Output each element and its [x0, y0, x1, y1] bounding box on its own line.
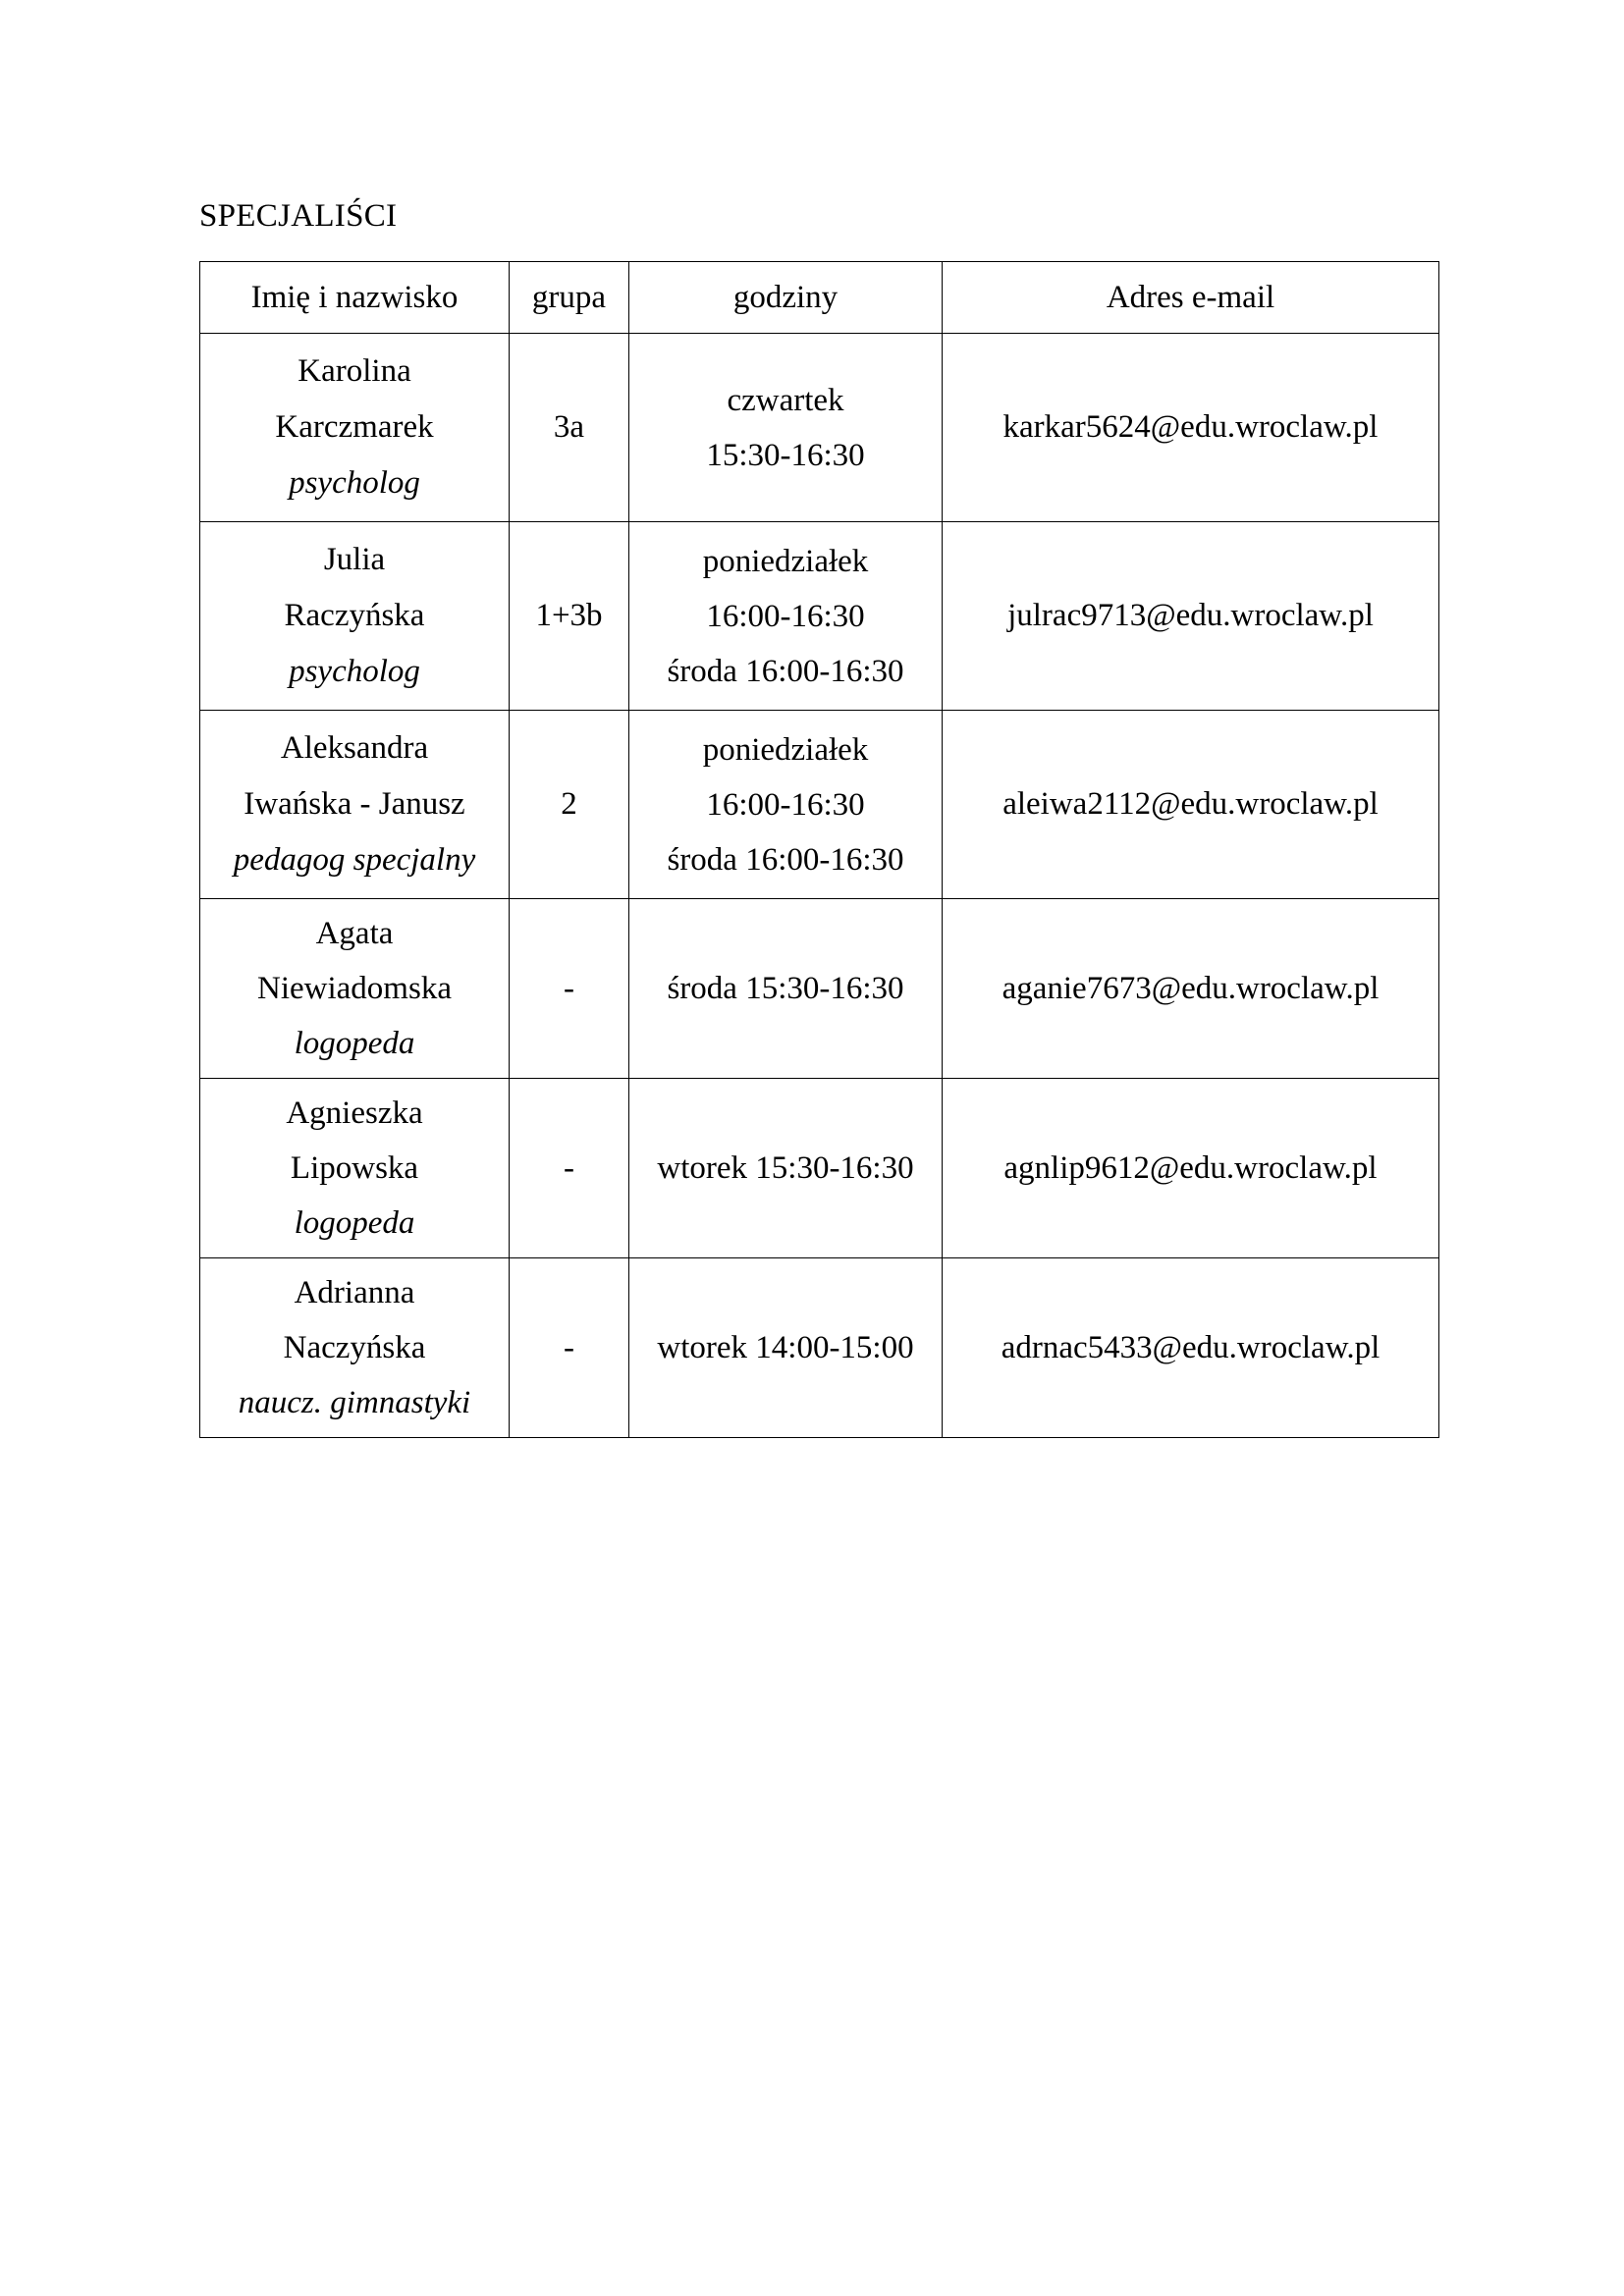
page-title: SPECJALIŚCI — [199, 198, 398, 234]
cell-email: julrac9713@edu.wroclaw.pl — [943, 522, 1439, 711]
hours-line: środa 16:00-16:30 — [667, 841, 904, 878]
cell-group: - — [510, 899, 629, 1079]
cell-email: adrnac5433@edu.wroclaw.pl — [943, 1258, 1439, 1438]
hours-line: poniedziałek — [702, 731, 869, 768]
table-row — [200, 334, 1439, 522]
hours-line: środa 16:00-16:30 — [667, 653, 904, 689]
cell-group: 1+3b — [510, 522, 629, 711]
specialist-role: logopeda — [294, 1205, 415, 1241]
cell-email: agnlip9612@edu.wroclaw.pl — [943, 1079, 1439, 1258]
cell-email: aganie7673@edu.wroclaw.pl — [943, 899, 1439, 1079]
cell-name — [200, 334, 510, 522]
hours-line: 15:30-16:30 — [706, 437, 865, 473]
specialist-role: pedagog specjalny — [233, 842, 476, 878]
name-last: Lipowska — [290, 1150, 419, 1186]
cell-hours — [629, 899, 943, 1079]
cell-name — [200, 899, 510, 1079]
specialist-role: logopeda — [294, 1026, 415, 1061]
cell-hours — [629, 522, 943, 711]
specialist-role: psycholog — [289, 465, 420, 501]
specialists-table — [199, 261, 1439, 1438]
table-header-row — [200, 262, 1439, 334]
header-name: Imię i nazwisko — [200, 262, 510, 334]
name-last: Niewiadomska — [257, 971, 452, 1006]
cell-name — [200, 711, 510, 899]
cell-group: 3a — [510, 334, 629, 522]
table-row — [200, 522, 1439, 711]
cell-email: karkar5624@edu.wroclaw.pl — [943, 334, 1439, 522]
table-row — [200, 1079, 1439, 1258]
name-first: Julia — [323, 542, 386, 577]
hours-line: 16:00-16:30 — [706, 598, 865, 634]
cell-name — [200, 1258, 510, 1438]
hours-line: wtorek 15:30-16:30 — [657, 1150, 914, 1186]
specialist-role: naucz. gimnastyki — [238, 1385, 471, 1420]
table-row — [200, 711, 1439, 899]
name-first: Karolina — [298, 353, 411, 389]
table-row — [200, 1258, 1439, 1438]
hours-line: 16:00-16:30 — [706, 786, 865, 823]
hours-line: czwartek — [727, 382, 844, 418]
header-group: grupa — [510, 262, 629, 334]
hours-line: środa 15:30-16:30 — [667, 971, 904, 1006]
specialist-role: psycholog — [289, 654, 420, 689]
cell-group: - — [510, 1079, 629, 1258]
cell-name — [200, 522, 510, 711]
name-last: Karczmarek — [275, 409, 434, 445]
name-first: Agata — [315, 916, 394, 951]
cell-email: aleiwa2112@edu.wroclaw.pl — [943, 711, 1439, 899]
cell-hours — [629, 711, 943, 899]
header-email: Adres e-mail — [943, 262, 1439, 334]
cell-group: 2 — [510, 711, 629, 899]
cell-hours — [629, 334, 943, 522]
name-last: Naczyńska — [283, 1330, 426, 1365]
name-first: Aleksandra — [280, 730, 429, 766]
cell-name — [200, 1079, 510, 1258]
hours-line: poniedziałek — [702, 543, 869, 579]
cell-hours — [629, 1079, 943, 1258]
cell-group: - — [510, 1258, 629, 1438]
hours-line: wtorek 14:00-15:00 — [657, 1330, 914, 1365]
header-hours: godziny — [629, 262, 943, 334]
table-row — [200, 899, 1439, 1079]
name-first: Adrianna — [294, 1275, 415, 1310]
name-last: Iwańska - Janusz — [244, 786, 465, 822]
name-last: Raczyńska — [284, 598, 425, 633]
cell-hours — [629, 1258, 943, 1438]
name-first: Agnieszka — [286, 1095, 423, 1131]
